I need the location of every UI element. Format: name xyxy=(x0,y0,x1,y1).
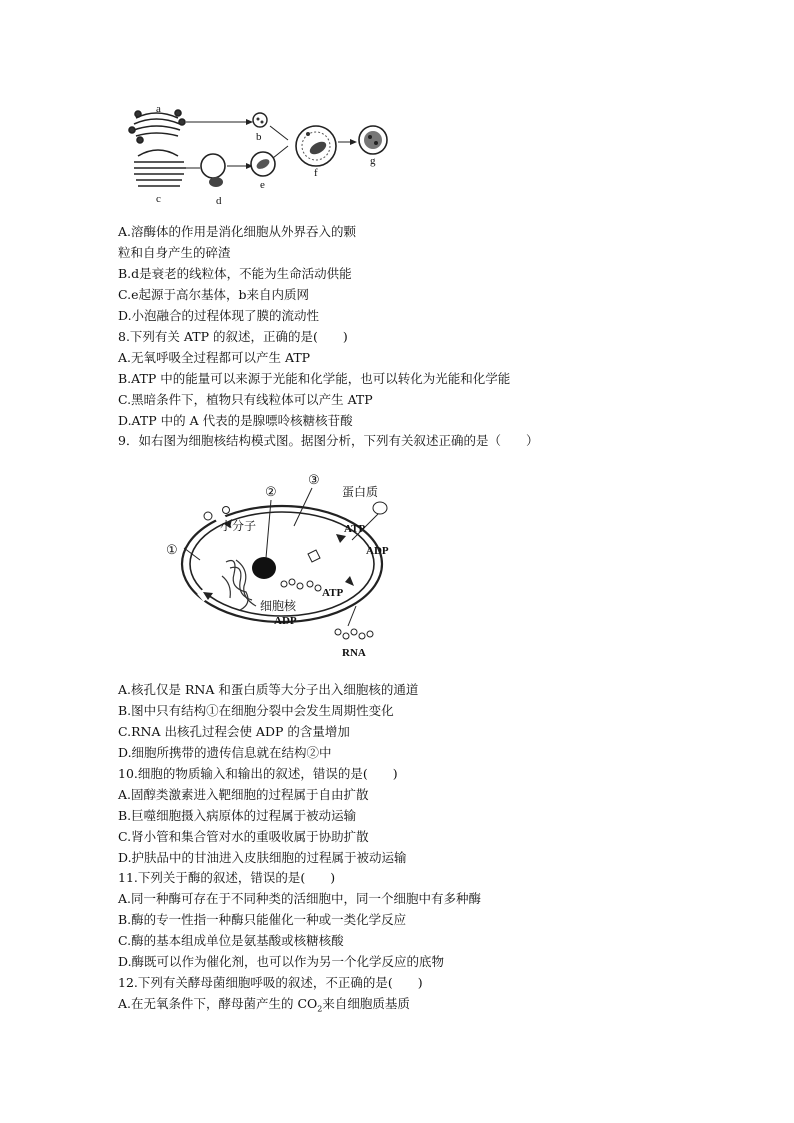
label-nucleus: 细胞核 xyxy=(260,599,297,613)
label-atp-top: ATP xyxy=(344,523,366,535)
label-structure-2: ② xyxy=(265,484,277,499)
q9-option-a: A.核孔仅是 RNA 和蛋白质等大分子出入细胞核的通道 xyxy=(118,682,419,697)
q11-option-a: A.同一种酶可存在于不同种类的活细胞中，同一个细胞中有多种酶 xyxy=(118,891,482,906)
label-g: g xyxy=(370,155,376,167)
q12-stem: 12.下列有关酵母菌细胞呼吸的叙述，不正确的是( ) xyxy=(118,975,423,990)
q8-option-c: C.黑暗条件下，植物只有线粒体可以产生 ATP xyxy=(118,392,373,407)
q7-option-a: A.溶酶体的作用是消化细胞从外界吞入的颗 xyxy=(118,224,357,239)
q12-option-a-text: A.在无氧条件下，酵母菌产生的 CO xyxy=(118,996,318,1011)
q8-stem: 8.下列有关 ATP 的叙述，正确的是( ) xyxy=(118,329,348,344)
q7-option-d: D.小泡融合的过程体现了膜的流动性 xyxy=(118,308,320,323)
q10-stem: 10.细胞的物质输入和输出的叙述，错误的是( ) xyxy=(118,766,398,781)
label-adp-right: ADP xyxy=(366,545,389,557)
q9-option-b: B.图中只有结构①在细胞分裂中会发生周期性变化 xyxy=(118,703,394,718)
q8-option-d: D.ATP 中的 A 代表的是腺嘌呤核糖核苷酸 xyxy=(118,413,353,428)
q12-option-a xyxy=(118,994,410,1020)
q11-stem: 11.下列关于酶的叙述，错误的是( ) xyxy=(118,870,336,885)
q12-option-a-text-end: 来自细胞质基质 xyxy=(322,996,410,1011)
label-b: b xyxy=(256,131,262,143)
figure-organelles xyxy=(128,100,390,208)
label-rna: RNA xyxy=(342,647,366,659)
q8-option-b: B.ATP 中的能量可以来源于光能和化学能，也可以转化为光能和化学能 xyxy=(118,371,511,386)
q12-option-a-subscript: 2 xyxy=(317,1004,323,1014)
label-a: a xyxy=(156,103,161,115)
q7-option-c: C.e起源于高尔基体，b来自内质网 xyxy=(118,287,309,302)
label-d: d xyxy=(216,195,222,207)
label-structure-1: ① xyxy=(166,542,178,557)
label-c: c xyxy=(156,193,161,205)
q11-option-b: B.酶的专一性指一种酶只能催化一种或一类化学反应 xyxy=(118,912,407,927)
q11-option-c: C.酶的基本组成单位是氨基酸或核糖核酸 xyxy=(118,933,344,948)
figure-nucleus xyxy=(160,464,408,662)
er-c xyxy=(134,150,186,186)
q8-option-a: A.无氧呼吸全过程都可以产生 ATP xyxy=(118,350,311,365)
q7-option-b: B.d是衰老的线粒体，不能为生命活动供能 xyxy=(118,266,352,281)
label-adp-bottom: ADP xyxy=(274,615,297,627)
q7-option-a-cont: 粒和自身产生的碎渣 xyxy=(118,245,231,260)
q10-option-c: C.肾小管和集合管对水的重吸收属于协助扩散 xyxy=(118,829,369,844)
label-atp-mid: ATP xyxy=(322,587,344,599)
q11-option-d: D.酶既可以作为催化剂，也可以作为另一个化学反应的底物 xyxy=(118,954,445,969)
q9-stem: 9．如右图为细胞核结构模式图。据图分析，下列有关叙述正确的是（ ） xyxy=(118,433,539,448)
label-e: e xyxy=(260,179,265,191)
q9-option-d: D.细胞所携带的遗传信息就在结构②中 xyxy=(118,745,332,760)
label-protein: 蛋白质 xyxy=(342,485,379,499)
label-small-molecule: 小分子 xyxy=(220,519,257,533)
label-f: f xyxy=(314,167,318,179)
q10-option-b: B.巨噬细胞摄入病原体的过程属于被动运输 xyxy=(118,808,357,823)
q10-option-d: D.护肤品中的甘油进入皮肤细胞的过程属于被动运输 xyxy=(118,850,407,865)
q9-option-c: C.RNA 出核孔过程会使 ADP 的含量增加 xyxy=(118,724,350,739)
q10-option-a: A.固醇类激素进入靶细胞的过程属于自由扩散 xyxy=(118,787,369,802)
label-structure-3: ③ xyxy=(308,472,320,487)
